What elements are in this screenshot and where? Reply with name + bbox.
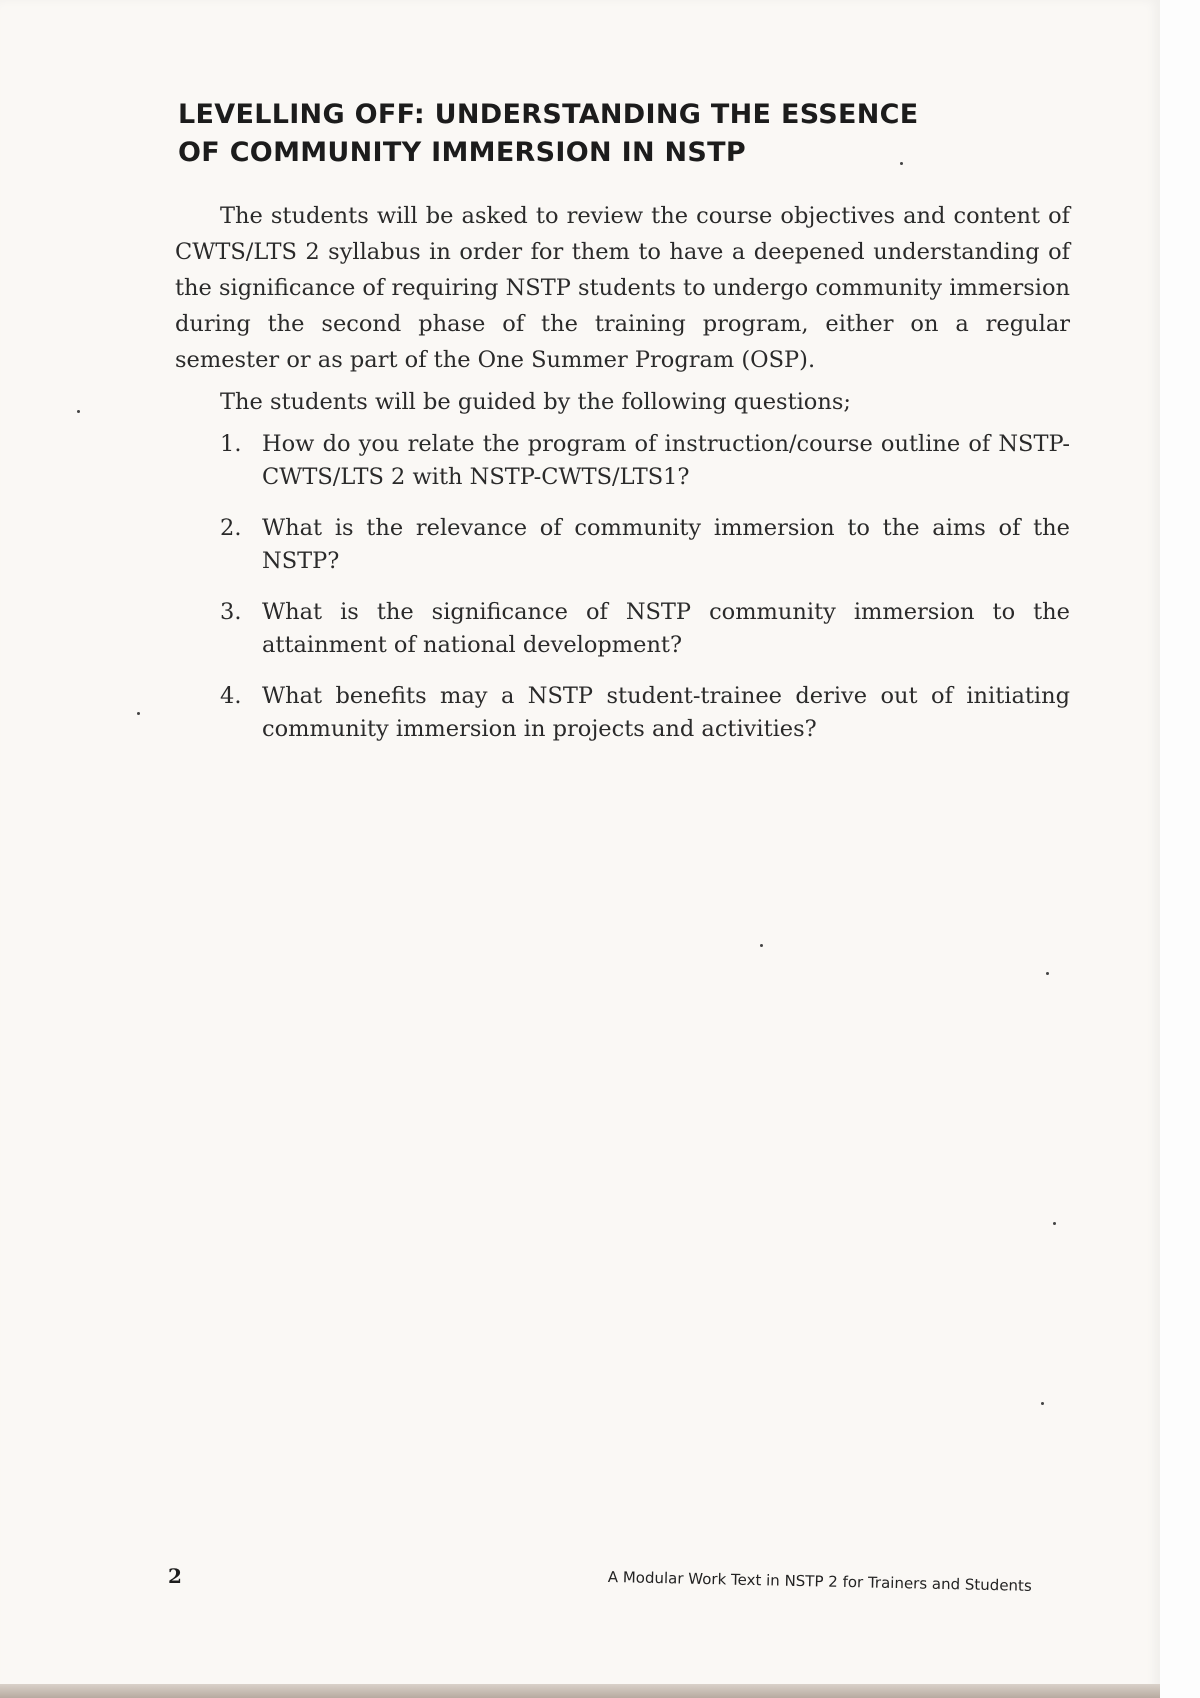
question-text: What benefits may a NSTP student-trainee derive out of initiating community immersion in projects and activities? <box>262 683 1070 742</box>
intro-paragraph: The students will be asked to review the course objectives and content of CWTS/LTS 2 syllabus in order for them to have a deepened understanding of the significance of requiring NSTP students to undergo community immersion during the second phase of the training program, either on a regular semester or as part of the One Summer Program (OSP). <box>175 203 1070 373</box>
question-list <box>175 428 1070 746</box>
speck <box>1053 1222 1056 1225</box>
speck <box>900 162 903 165</box>
speck <box>1046 972 1049 975</box>
question-item <box>175 680 1070 746</box>
question-number: 4. <box>220 683 242 709</box>
speck <box>77 410 80 413</box>
speck <box>760 944 763 947</box>
speck <box>1041 1402 1044 1405</box>
page-edge <box>1160 0 1200 1698</box>
question-number: 3. <box>220 599 242 625</box>
question-item <box>175 596 1070 662</box>
page-number: 2 <box>168 1564 182 1588</box>
guide-sentence: The students will be guided by the following questions; <box>220 389 851 415</box>
body-text <box>175 198 1070 764</box>
section-heading <box>178 96 998 172</box>
question-text: What is the relevance of community immersion to the aims of the NSTP? <box>262 515 1070 574</box>
question-number: 1. <box>220 431 242 457</box>
page-bottom-shadow <box>0 1684 1160 1698</box>
question-text: What is the significance of NSTP community immersion to the attainment of national development? <box>262 599 1070 658</box>
question-text: How do you relate the program of instruction/course outline of NSTP-CWTS/LTS 2 with NSTP-CWTS/LTS1? <box>262 431 1070 490</box>
heading-line-2: OF COMMUNITY IMMERSION IN NSTP <box>178 137 746 168</box>
heading-line-1: LEVELLING OFF: UNDERSTANDING THE ESSENCE <box>178 99 919 130</box>
footer-book-title: A Modular Work Text in NSTP 2 for Trainers and Students <box>607 1568 1032 1595</box>
speck <box>137 712 140 715</box>
question-number: 2. <box>220 515 242 541</box>
question-item <box>175 428 1070 494</box>
question-item <box>175 512 1070 578</box>
